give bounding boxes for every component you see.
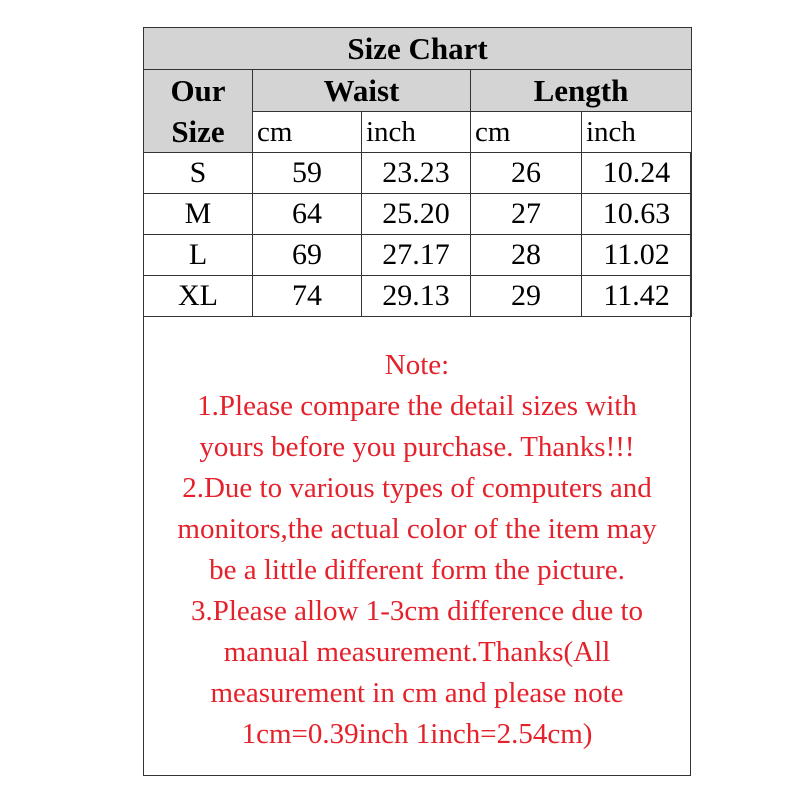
note-line: 2.Due to various types of computers and bbox=[182, 472, 652, 504]
length-inch-cell: 10.63 bbox=[582, 194, 692, 235]
table-row bbox=[144, 235, 692, 276]
waist-inch-unit: inch bbox=[362, 112, 471, 153]
header-row bbox=[144, 70, 692, 112]
waist-inch-cell: 27.17 bbox=[362, 235, 471, 276]
length-inch-unit: inch bbox=[582, 112, 692, 153]
note-line: 1cm=0.39inch 1inch=2.54cm) bbox=[241, 718, 593, 750]
waist-inch-cell: 25.20 bbox=[362, 194, 471, 235]
waist-cm-cell: 74 bbox=[253, 276, 362, 317]
waist-inch-cell: 29.13 bbox=[362, 276, 471, 317]
title-row bbox=[144, 28, 692, 70]
length-cm-cell: 26 bbox=[471, 153, 582, 194]
waist-cm-cell: 64 bbox=[253, 194, 362, 235]
size-chart-table bbox=[143, 27, 692, 317]
note-line: yours before you purchase. Thanks!!! bbox=[199, 431, 635, 463]
our-size-header bbox=[144, 70, 253, 153]
length-inch-cell: 11.02 bbox=[582, 235, 692, 276]
note-line: monitors,the actual color of the item may bbox=[177, 513, 657, 545]
length-cm-cell: 28 bbox=[471, 235, 582, 276]
chart-title: Size Chart bbox=[144, 28, 692, 70]
size-cell: S bbox=[144, 153, 253, 194]
waist-inch-cell: 23.23 bbox=[362, 153, 471, 194]
note-line: 3.Please allow 1-3cm difference due to bbox=[190, 595, 644, 627]
length-inch-cell: 10.24 bbox=[582, 153, 692, 194]
size-cell: L bbox=[144, 235, 253, 276]
table-row bbox=[144, 276, 692, 317]
note-line: manual measurement.Thanks(All bbox=[223, 636, 611, 668]
waist-cm-cell: 69 bbox=[253, 235, 362, 276]
length-cm-cell: 27 bbox=[471, 194, 582, 235]
note-heading: Note: bbox=[384, 349, 450, 381]
table-row bbox=[144, 153, 692, 194]
size-cell: M bbox=[144, 194, 253, 235]
waist-cm-cell: 59 bbox=[253, 153, 362, 194]
note-line: measurement in cm and please note bbox=[210, 677, 624, 709]
waist-header: Waist bbox=[253, 70, 471, 112]
length-inch-cell: 11.42 bbox=[582, 276, 692, 317]
table-row bbox=[144, 194, 692, 235]
our-size-line2: Size bbox=[171, 114, 225, 149]
note-block bbox=[144, 345, 690, 755]
note-line: 1.Please compare the detail sizes with bbox=[197, 390, 637, 422]
waist-cm-unit: cm bbox=[253, 112, 362, 153]
our-size-line1: Our bbox=[170, 73, 226, 108]
length-header: Length bbox=[471, 70, 692, 112]
length-cm-unit: cm bbox=[471, 112, 582, 153]
length-cm-cell: 29 bbox=[471, 276, 582, 317]
size-cell: XL bbox=[144, 276, 253, 317]
note-line: be a little different form the picture. bbox=[209, 554, 625, 586]
